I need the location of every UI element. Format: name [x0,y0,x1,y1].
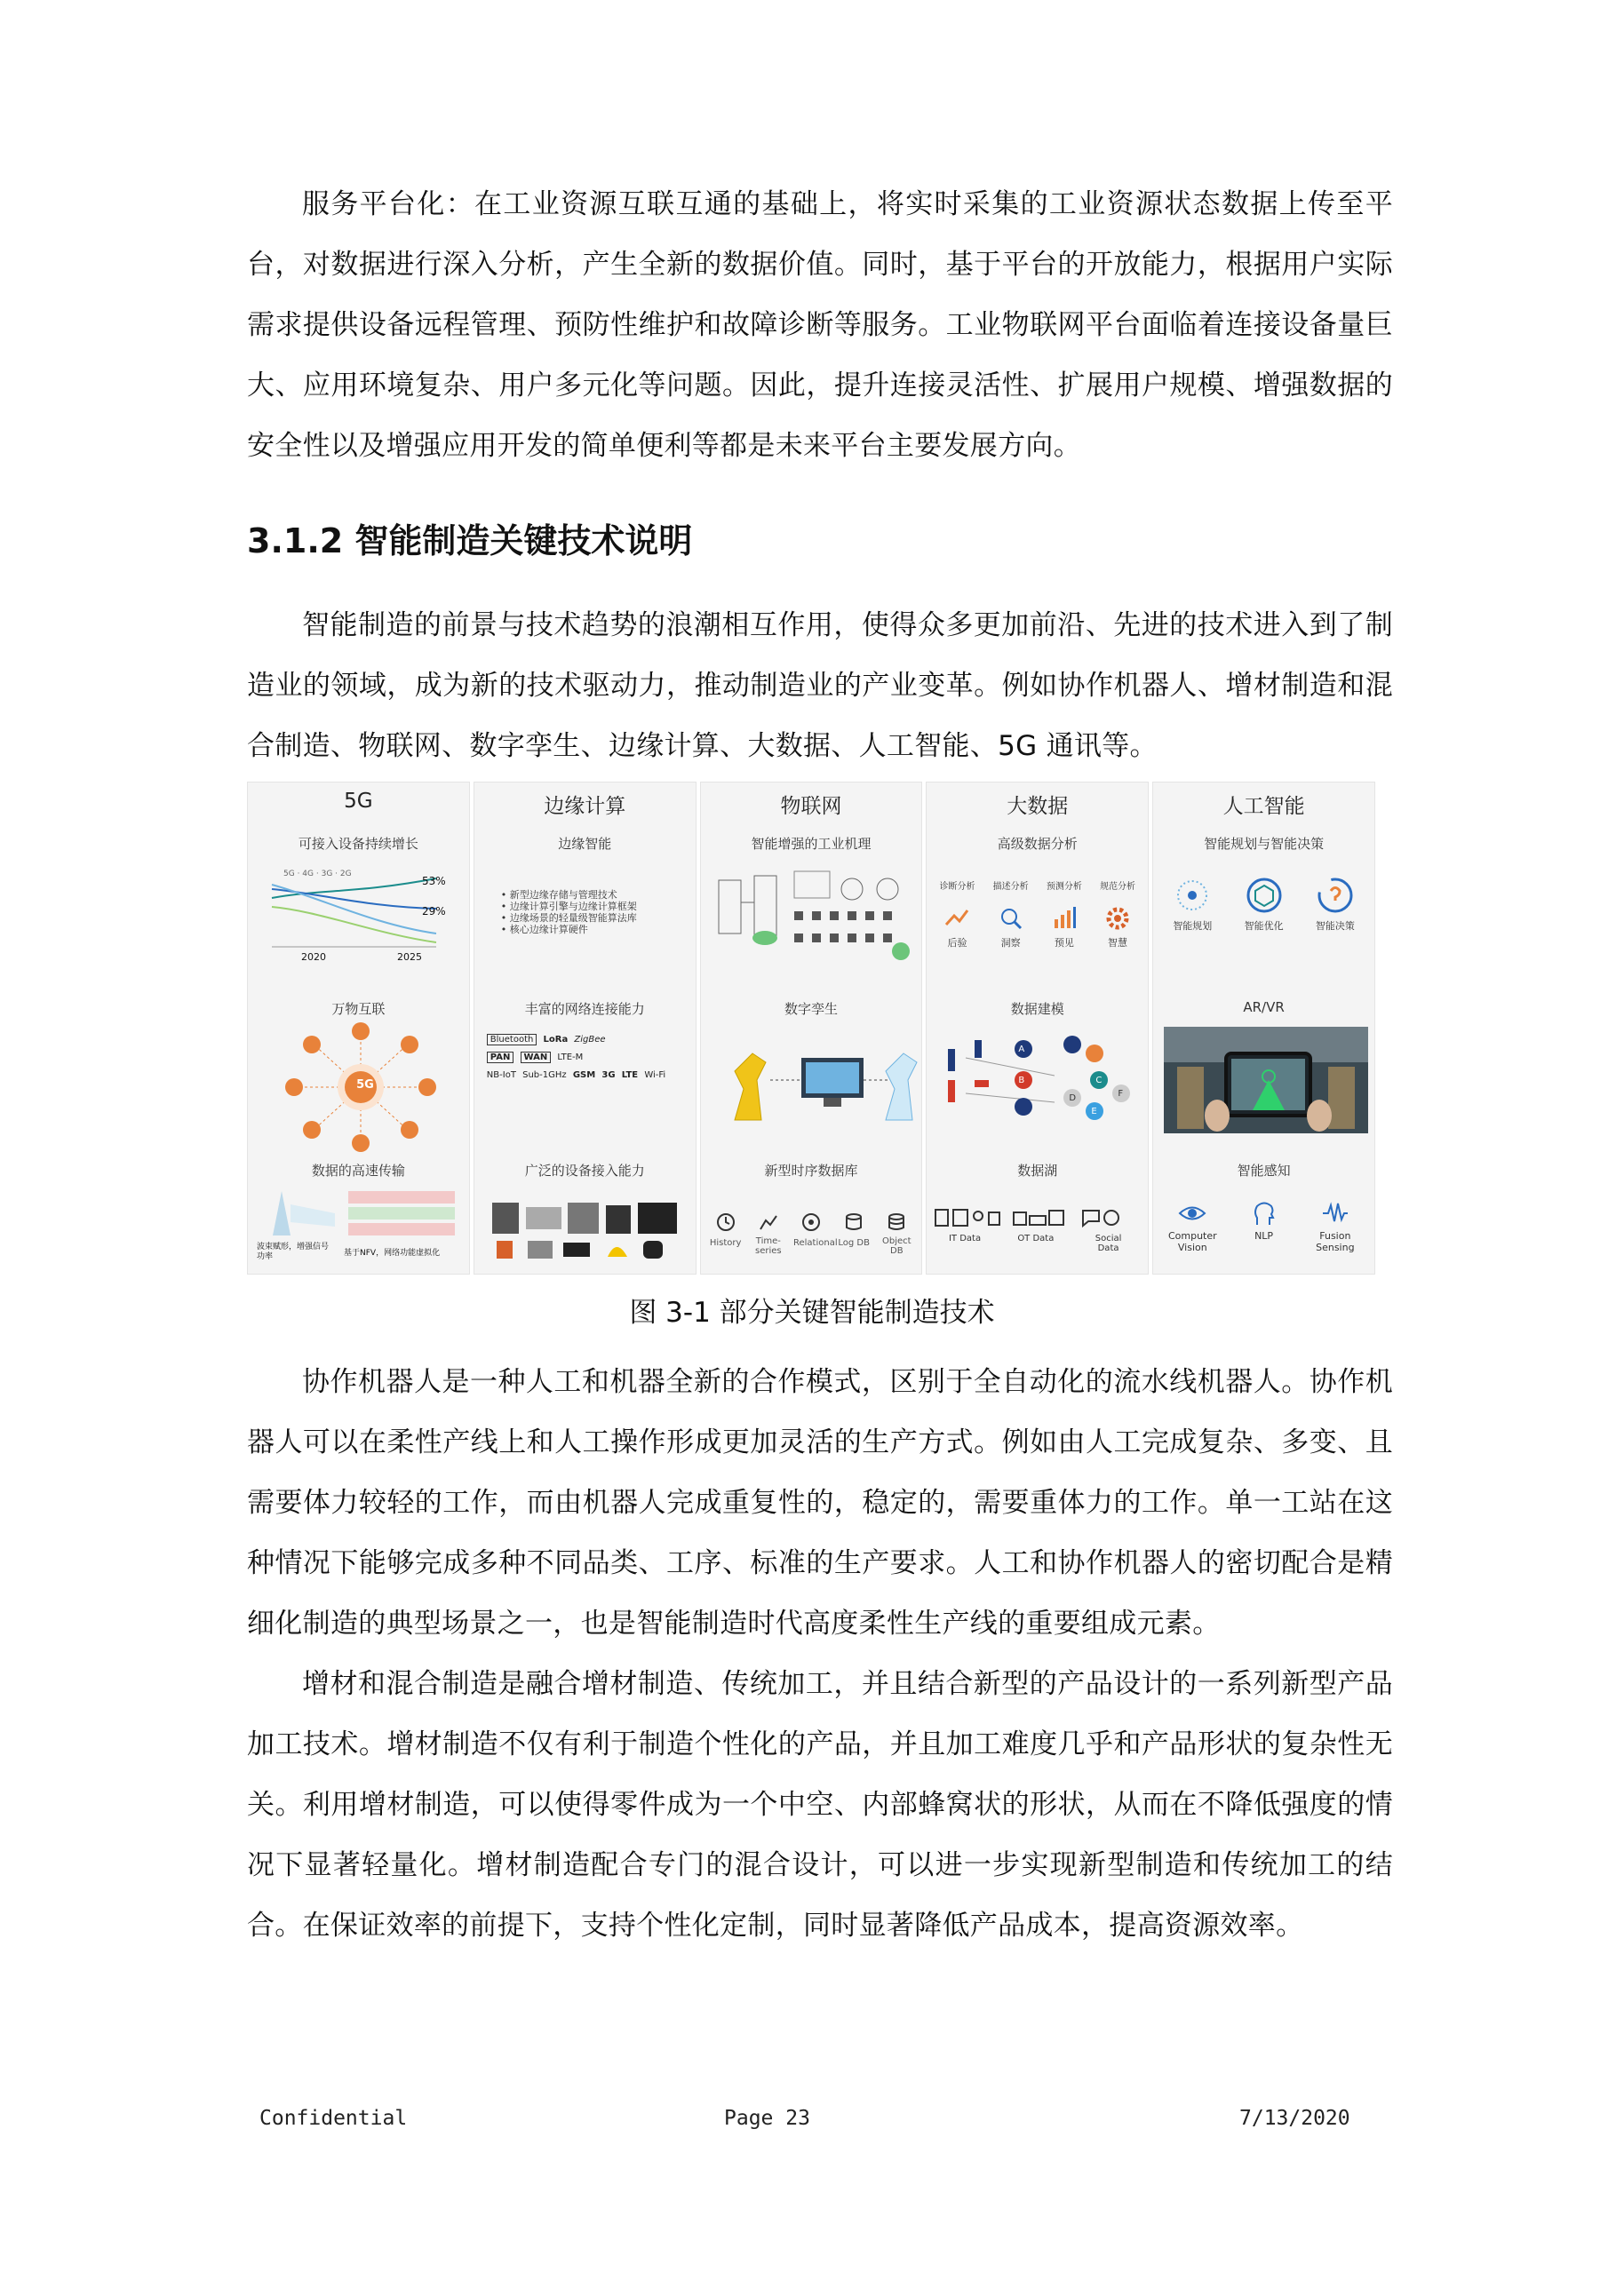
sense-row [1157,1200,1371,1253]
db-label: Time-series [755,1236,782,1256]
ai-label: 智能规划 [1173,920,1213,932]
protocol-cloud [485,1031,689,1084]
sub-ai-planning: 智能规划与智能决策 [1204,836,1325,852]
tech-figure [247,782,1375,1275]
protocol: Sub-1GHz [522,1070,567,1080]
sense-label: NLP [1254,1230,1274,1242]
protocol: NB-IoT [486,1070,516,1080]
digital-twin-graphic [717,1036,921,1124]
node-label: D [1069,1093,1077,1103]
db-object [875,1212,918,1256]
pct-53: 53% [422,875,446,887]
node-label: F [1118,1089,1124,1099]
note-nfv: 基于NFV，网络功能虚拟化 [344,1249,441,1258]
db-relational [790,1212,838,1256]
stage-label: 预见 [1054,937,1074,949]
sub-iot-everything: 万物互联 [331,1001,386,1017]
ai-label: 智能决策 [1315,920,1355,932]
ai-label: 智能优化 [1244,920,1284,932]
network-icon [1173,876,1212,915]
db-label: Object DB [882,1236,912,1256]
col-title-iot: 物联网 [780,795,842,818]
sense-nlp [1235,1200,1294,1253]
stage-wisdom [1096,905,1139,949]
protocol: WAN [521,1052,552,1063]
column-ai [1152,782,1375,1275]
col-title-ai: 人工智能 [1222,795,1305,818]
sub-iot-mechanism: 智能增强的工业机理 [751,836,872,852]
sub-device-access: 广泛的设备接入能力 [524,1163,645,1179]
db-label: Log DB [838,1238,870,1248]
bullet-text: 新型边缘存储与管理技术 [509,889,617,901]
lake-label: Social Data [1095,1234,1122,1253]
protocol: 3G [601,1070,616,1080]
paragraph-cobot: 协作机器人是一种人工和机器全新的合作模式，区别于全自动化的流水线机器人。协作机器人可以在柔性产线上和人工操作形成更加灵活的生产方式。例如由人工完成复杂、多变、且需要体力较轻的工作，而由机器人完成重复性的，稳定的，需要重体力的工作。单一工站在这种情况下能够完成多种不同品类、工序、标准的生产要求。人工和协作机器人的密切配合是精细化制造的典型场景之一，也是智能制造时代高度柔性生产线的重要组成元素。 [247,1366,1393,1640]
gear-icon [1104,905,1131,932]
sense-label: Computer Vision [1167,1230,1217,1253]
analysis-label: 诊断分析 [939,882,975,892]
footer-date: 7/13/2020 [1239,2107,1350,2130]
col-title-edge: 边缘计算 [544,795,626,818]
cube-icon [1245,876,1284,915]
db-timeseries [747,1212,790,1256]
data-lake-icons [934,1207,1147,1228]
ai-planning [1161,876,1223,933]
col-title-bigdata: 大数据 [1007,795,1069,818]
question-icon [1316,876,1355,915]
paragraph-service-platform: 服务平台化：在工业资源互联互通的基础上，将实时采集的工业资源状态数据上传至平台，对数据进行深入分析，产生全新的数据价值。同时，基于平台的开放能力，根据用户实际需求提供设备远程管理、预防性维护和故障诊断等服务。工业物联网平台面临着连接设备量巨大、应用环境复杂、用户多元化等问题。因此，提升连接灵活性、扩展用户规模、增强数据的安全性以及增强应用开发的简单便利等都是未来平台主要发展方向。 [247,188,1393,462]
legend-item: 3G [321,870,333,878]
bullet-item: • 边缘场景的轻量级智能算法库 [500,912,637,924]
sub-network: 丰富的网络连接能力 [524,1001,645,1017]
beamforming-graphic [264,1187,468,1240]
db-icon-row [705,1212,919,1256]
protocol: PAN [487,1052,514,1063]
analysis-label: 描述分析 [992,882,1029,892]
protocol: Bluetooth [487,1034,537,1045]
stage-label: 后验 [947,937,967,949]
stage-foresight [1043,905,1086,949]
pct-29: 29% [422,905,446,918]
protocol: LoRa [543,1035,569,1045]
sense-fusion [1306,1200,1365,1253]
db-log [832,1212,875,1256]
ai-icon-row [1157,876,1371,933]
column-edge [474,782,697,1275]
protocol: LTE-M [557,1053,584,1062]
hub-label: 5G [356,1078,374,1092]
bar-chart-icon [1051,905,1078,932]
bullet-item: • 核心边缘计算硬件 [500,924,588,935]
protocol: GSM [572,1070,596,1080]
sub-5g-growth: 可接入设备持续增长 [298,836,418,852]
history-icon [715,1212,736,1233]
bullet-text: 边缘计算引擎与边缘计算框架 [509,901,637,912]
trend-icon [943,905,970,932]
year-2020: 2020 [301,951,326,963]
sub-smart-sensing: 智能感知 [1237,1163,1291,1179]
ar-vr-image [1164,1027,1368,1133]
db-label: History [709,1238,742,1248]
ai-optimize [1233,876,1295,933]
sub-arvr: AR/VR [1243,999,1285,1015]
column-5g [247,782,470,1275]
node-label: B [1018,1076,1025,1085]
head-icon [1250,1200,1278,1227]
stage-hindsight [935,905,978,949]
ai-decision [1304,876,1366,933]
stage-insight [990,905,1032,949]
db-label: Relational [792,1238,838,1248]
column-bigdata [926,782,1149,1275]
sub-digital-twin: 数字孪生 [784,1001,838,1017]
stage-row [930,905,1144,949]
relational-icon [800,1212,822,1233]
year-2025: 2025 [397,951,422,963]
sub-advanced-analysis: 高级数据分析 [997,836,1078,852]
analysis-label: 预测分析 [1046,882,1082,892]
devices-graphic [492,1198,688,1260]
bullet-text: 核心边缘计算硬件 [509,924,588,935]
sub-data-lake: 数据湖 [1017,1163,1058,1179]
col-title-5g: 5G [344,790,373,813]
stage-label: 智慧 [1108,937,1128,949]
timeseries-icon [758,1212,779,1233]
legend-item: 4G [302,870,314,878]
figure-caption: 图 3-1 部分关键智能制造技术 [629,1297,995,1329]
lake-label: IT Data [948,1234,982,1243]
lake-row [930,1234,1144,1253]
lake-label: OT Data [1017,1234,1055,1243]
analysis-row [930,878,1144,892]
protocol: Wi-Fi [644,1070,666,1080]
node-label: A [1018,1045,1025,1054]
sub-high-speed: 数据的高速传输 [311,1163,405,1179]
section-heading: 3.1.2 智能制造关键技术说明 [247,521,693,560]
waveform-icon [1321,1200,1349,1227]
legend-item: 2G [339,870,352,878]
column-iot [700,782,923,1275]
sub-edge-intel: 边缘智能 [558,836,612,852]
db-history [705,1212,747,1256]
bullet-item: • 边缘计算引擎与边缘计算框架 [500,901,637,912]
protocol: ZigBee [574,1035,606,1045]
paragraph-intro: 智能制造的前景与技术趋势的浪潮相互作用，使得众多更加前沿、先进的技术进入到了制造业的领域，成为新的技术驱动力，推动制造业的产业变革。例如协作机器人、增材制造和混合制造、物联网、数字孪生、边缘计算、大数据、人工智能、5G 通讯等。 [247,609,1393,762]
analysis-label: 规范分析 [1100,882,1136,892]
node-label: E [1091,1107,1097,1116]
legend-item: 5G [283,870,295,878]
bullet-item: • 新型边缘存储与管理技术 [500,889,617,901]
edge-bullets [501,889,637,935]
paragraph-additive: 增材和混合制造是融合增材制造、传统加工，并且结合新型的产品设计的一系列新型产品加工技术。增材制造不仅有利于制造个性化的产品，并且加工难度几乎和产品形状的复杂性无关。利用增材制造，可以使得零件成为一个中空、内部蜂窝状的形状，从而在不降低强度的情况下显著轻量化。增材制造配合专门的混合设计，可以进一步实现新型制造和传统加工的结合。在保证效率的前提下，支持个性化定制，同时显著降低产品成本，提高资源效率。 [247,1668,1393,1942]
sense-label: Fusion Sensing [1316,1230,1355,1253]
data-model-graphic [939,1031,1143,1129]
stage-label: 洞察 [1000,937,1021,949]
industrial-diagram [710,867,923,969]
database-icon [886,1212,907,1233]
node-label: C [1095,1076,1103,1085]
sub-timeseries-db: 新型时序数据库 [764,1163,858,1179]
legend-5g: 5G · 4G · 3G · 2G [283,870,352,878]
magnifier-icon [998,905,1024,932]
note-beamforming: 波束赋形，增强信号功率 [257,1243,330,1261]
sub-data-modeling: 数据建模 [1010,1001,1064,1017]
footer-page-number: Page 23 [724,2107,810,2130]
database-icon [843,1212,864,1233]
eye-icon [1178,1200,1206,1227]
bullet-text: 边缘场景的轻量级智能算法库 [509,912,637,924]
sense-cv [1163,1200,1222,1253]
footer-confidential: Confidential [259,2107,408,2130]
protocol: LTE [621,1070,639,1080]
